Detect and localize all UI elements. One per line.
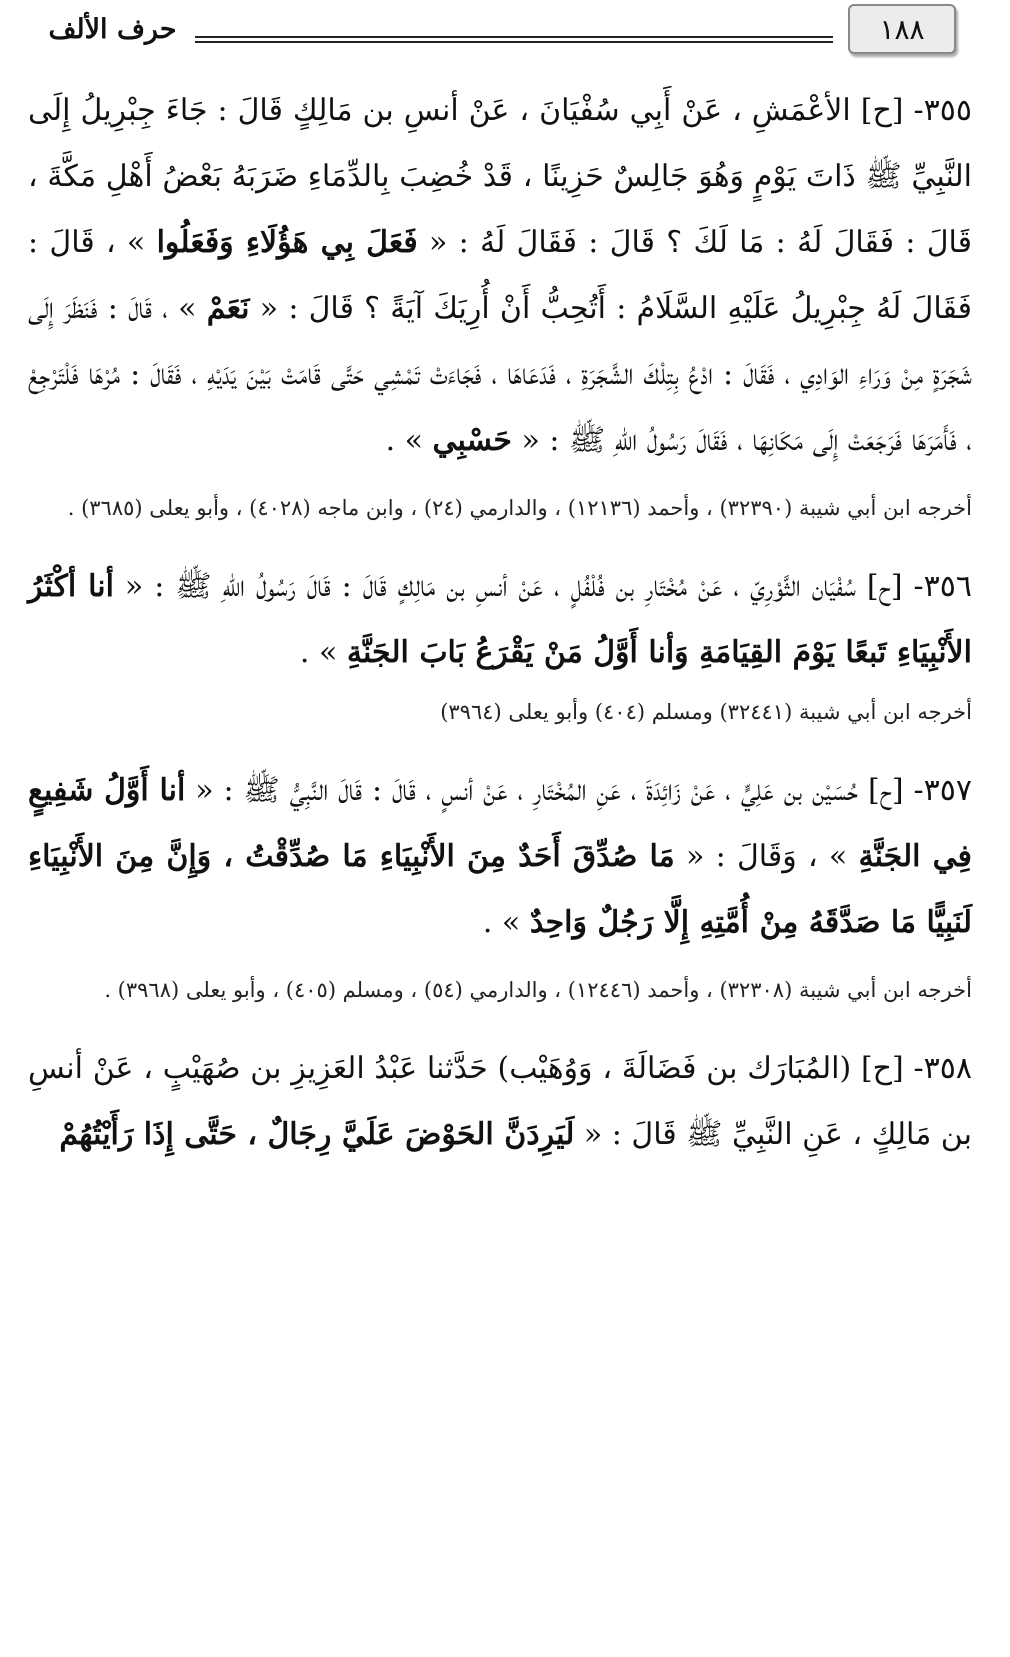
page-content <box>28 78 972 1172</box>
hadith-text-part: » . <box>299 635 338 670</box>
hadith-text-part: » ، قَالَ : فَقَالَ لَهُ جِبْرِيلُ عَلَيْهِ السَّلَامُ : أَتُحِبُّ أَنْ أُرِيَكَ آيَةً ؟ قَالَ : « <box>28 225 972 326</box>
hadith-text <box>28 554 972 686</box>
hadith-entry-356 <box>28 554 972 734</box>
hadith-quote: أنا أكْثَرُ الأَنْبِيَاءِ تَبعًا يَوْمَ القِيَامَةِ وَأنا أَوَّلُ مَنْ يَقْرَعُ بَابَ الجَنَّةِ <box>28 569 972 670</box>
takhrij-note: أخرجه ابن أبي شيبة (٣٢٣٩٠) ، وأحمد (١٢١٣٦) ، والدارمي (٢٤) ، وابن ماجه (٤٠٢٨) ، وأبو يعلى (٣٦٨٥) . <box>67 496 972 520</box>
hadith-text <box>28 1036 972 1168</box>
hadith-text <box>28 758 972 956</box>
page-header <box>0 0 1010 70</box>
hadith-text-part: ٣٥٧- [ح] حُسَيْن بن عَلِيٍّ ، عَنْ زَائِدَةَ ، عَنِ المُخْتَارِ ، عَنْ أنسٍ ، قَالَ : قَالَ النَّبِيُّ ﷺ : « <box>195 773 972 808</box>
header-rule <box>195 36 833 43</box>
page-number-text: ١٨٨ <box>879 12 925 46</box>
hadith-quote: لَيَرِدَنَّ الحَوْضَ عَلَيَّ رِجَالٌ ، حَتَّى إِذَا رَأَيْتُهُمْ <box>59 1117 575 1152</box>
hadith-quote: أنا أَوَّلُ شَفِيعٍ فِي الجَنَّةِ <box>28 773 972 874</box>
hadith-quote: فَعَلَ بِي هَؤُلَاءِ وَفَعَلُوا <box>156 225 418 260</box>
chapter-title: حرف الألف <box>48 14 177 45</box>
hadith-text-part: ٣٥٦- [ح] سُفْيَان الثَّوْرِيّ ، عَنْ مُخْتَارِ بن فُلْفُلٍ ، عَنْ أنسِ بن مَالِكٍ قَالَ : قَالَ رَسُولُ اللهِ ﷺ : « <box>124 569 972 604</box>
hadith-entry-357 <box>28 758 972 1012</box>
hadith-text-part: » . <box>482 905 521 940</box>
hadith-text-part: ٣٥٥- [ح] الأعْمَشِ ، عَنْ أَبِي سُفْيَانَ ، عَنْ أنسِ بن مَالِكٍ قَالَ : جَاءَ جِبْرِيلُ إِلَى النَّبِيِّ ﷺ ذَاتَ يَوْمٍ وَهُوَ جَالِسٌ حَزِينًا ، قَدْ خُضِبَ بِالدِّمَاءِ ضَرَبَهُ بَعْضُ أَهْلِ مَكَّةَ ، قَالَ : فَقَالَ لَهُ : مَا لَكَ ؟ قَالَ : فَقَالَ لَهُ : « <box>28 93 972 260</box>
hadith-quote: نَعَمْ <box>206 291 250 326</box>
hadith-quote: حَسْبِي <box>432 423 512 458</box>
hadith-quote: مَا صُدِّقَ أَحَدٌ مِنَ الأَنْبِيَاءِ مَا صُدِّقْتُ ، وَإِنَّ مِنَ الأَنْبِيَاءِ لَنَبِيًّا مَا صَدَّقَهُ مِنْ أُمَّتِهِ إِلَّا رَجُلٌ وَاحِدٌ <box>28 839 972 940</box>
hadith-text-part: » ، قَالَ : فَنَظَرَ إِلَى شَجَرَةٍ مِنْ وَرَاءِ الوَادِي ، فَقَالَ : ادْعُ بِتِلْكَ الشَّجَرَةِ ، فَدَعَاهَا ، فَجَاءَتْ تَمْشِي حَتَّى قَامَتْ بَيْنَ يَدَيْهِ ، فَقَالَ : مُرْهَا فَلْتَرْجِعْ ، فَأَمَرَهَا فَرَجَعَتْ إِلَى مَكَانِهَا ، فَقَالَ رَسُولُ اللهِ ﷺ : « <box>28 291 972 458</box>
page-number <box>848 4 956 54</box>
hadith-entry-358 <box>28 1036 972 1168</box>
hadith-text-part: » ، وَقَالَ : « <box>686 839 848 874</box>
hadith-text <box>28 78 972 474</box>
hadith-text-part: » . <box>385 423 423 458</box>
takhrij-note: أخرجه ابن أبي شيبة (٣٢٣٠٨) ، وأحمد (١٢٤٤٦) ، والدارمي (٥٤) ، ومسلم (٤٠٥) ، وأبو يعلى (٣٩٦٨) . <box>104 978 972 1002</box>
takhrij-note: أخرجه ابن أبي شيبة (٣٢٤٤١) ومسلم (٤٠٤) وأبو يعلى (٣٩٦٤) <box>440 700 972 724</box>
hadith-entry-355 <box>28 78 972 530</box>
hadith-text-part: ٣٥٨- [ح] (المُبَارَك بن فَضَالَةَ ، وَوُهَيْب) حَدَّثنا عَبْدُ العَزِيزِ بن صُهَيْبٍ ، عَنْ أنسِ بن مَالِكٍ ، عَنِ النَّبِيِّ ﷺ قَالَ : « <box>28 1051 972 1152</box>
